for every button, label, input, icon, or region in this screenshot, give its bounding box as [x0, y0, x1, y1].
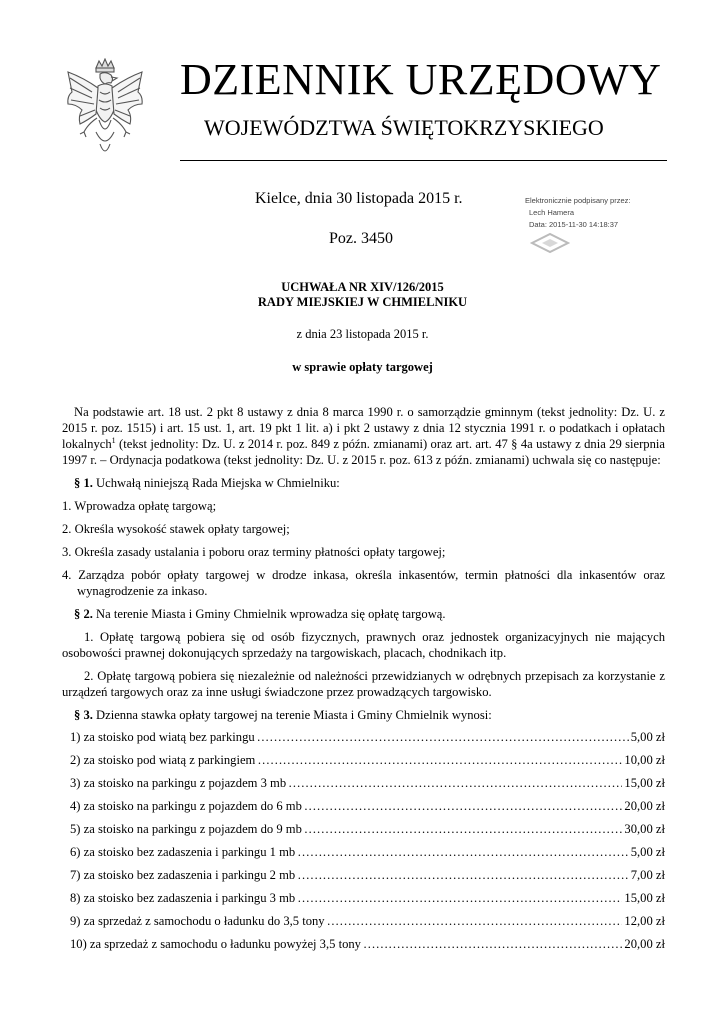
rate-amount: 5,00 zł	[630, 845, 665, 859]
section-2-text: Na terenie Miasta i Gminy Chmielnik wprowadza się opłatę targową.	[92, 607, 446, 621]
section-2	[62, 606, 665, 622]
rate-row	[62, 729, 665, 752]
rate-leader-dots	[327, 913, 623, 929]
rate-amount: 12,00 zł	[624, 914, 665, 928]
header-divider	[180, 160, 667, 161]
electronic-signature-block	[525, 195, 630, 231]
section-1-item: 2. Określa wysokość stawek opłaty targowej;	[62, 522, 290, 536]
rate-row	[62, 775, 665, 798]
resolution-date: z dnia 23 listopada 2015 r.	[296, 327, 429, 341]
rate-amount: 30,00 zł	[624, 822, 665, 836]
rate-label: 8) za stoisko bez zadaszenia i parkingu 3 mb	[70, 891, 296, 905]
signature-name: Lech Hamera	[529, 208, 575, 217]
journal-subtitle: WOJEWÓDZTWA ŚWIĘTOKRZYSKIEGO	[204, 115, 604, 140]
preamble-text-a: Na podstawie art. 18 ust. 2 pkt 8 ustawy z dnia 8 marca 1990 r. o samorządzie gminnym (tekst jednolity: Dz. U. z 2015 r. poz. 1515) i art. 15 ust. 1, art. 19 pkt 1 lit. a) i pkt 2 ustawy z dnia 12 stycznia 1991 r. o podatkach i opłatach lokalnych	[62, 405, 665, 451]
section-2-paragraph-1: 1. Opłatę targową pobiera się od osób fizycznych, prawnych oraz jednostek organizacyjnych nie mających osobowości prawnej dokonujących sprzedaży na targowiskach, placach, chodnikach itp.	[62, 630, 665, 660]
rate-label: 10) za sprzedaż z samochodu o ładunku powyżej 3,5 tony	[70, 937, 361, 951]
rate-leader-dots	[288, 775, 622, 791]
signature-logo-icon	[530, 232, 570, 254]
publication-date: Kielce, dnia 30 listopada 2015 r.	[255, 190, 463, 207]
resolution-body	[62, 404, 665, 959]
section-1-text: Uchwałą niniejszą Rada Miejska w Chmielniku:	[92, 476, 340, 490]
rate-amount: 20,00 zł	[624, 937, 665, 951]
rate-row	[62, 844, 665, 867]
rate-row	[62, 752, 665, 775]
preamble-text-b: (tekst jednolity: Dz. U. z 2014 r. poz. 849 z późn. zmianami) oraz art. art. 47 § 4a ustawy z dnia 29 sierpnia 1997 r. – Ordynacja podatkowa (tekst jednolity: Dz. U. z 2015 r. poz. 613 z późn. zmianami) uchwala się co następuje:	[62, 437, 665, 467]
rate-amount: 15,00 zł	[624, 891, 665, 905]
rate-row	[62, 867, 665, 890]
rate-row	[62, 821, 665, 844]
rate-row	[62, 936, 665, 959]
rate-amount: 15,00 zł	[624, 776, 665, 790]
section-1-item: 4. Zarządza pobór opłaty targowej w drodze inkasa, określa inkasentów, termin płatności dla inkasentów oraz wynagrodzenie za inkaso.	[62, 568, 665, 598]
resolution-subject: w sprawie opłaty targowej	[292, 360, 433, 374]
footnote-marker: 1	[111, 435, 116, 445]
position-number: Poz. 3450	[329, 230, 393, 247]
rate-leader-dots	[257, 752, 622, 768]
rate-label: 4) za stoisko na parkingu z pojazdem do 6 mb	[70, 799, 302, 813]
rate-leader-dots	[297, 844, 629, 860]
section-1-item: 1. Wprowadza opłatę targową;	[62, 499, 217, 513]
rate-label: 7) za stoisko bez zadaszenia i parkingu 2 mb	[70, 868, 296, 882]
rate-amount: 7,00 zł	[630, 868, 665, 882]
rate-amount: 5,00 zł	[630, 730, 665, 744]
rate-amount: 10,00 zł	[624, 753, 665, 767]
journal-title: DZIENNIK URZĘDOWY	[180, 55, 662, 104]
rate-label: 6) za stoisko bez zadaszenia i parkingu 1 mb	[70, 845, 296, 859]
rate-list	[62, 729, 665, 959]
rate-row	[62, 890, 665, 913]
section-3	[62, 707, 665, 723]
rate-row	[62, 798, 665, 821]
preamble-paragraph	[62, 404, 665, 468]
signature-label: Elektronicznie podpisany przez:	[525, 196, 631, 205]
resolution-number: UCHWAŁA NR XIV/126/2015	[281, 280, 444, 294]
rate-label: 3) za stoisko na parkingu z pojazdem 3 mb	[70, 776, 287, 790]
section-2-paragraph-2: 2. Opłatę targową pobiera się niezależnie od należności przewidzianych w odrębnych przepisach za korzystanie z urządzeń targowych oraz za inne usługi świadczone przez prowadzących targowisko.	[62, 669, 665, 699]
section-2-mark: § 2.	[74, 607, 93, 621]
section-3-mark: § 3.	[74, 708, 93, 722]
section-1	[62, 475, 665, 491]
rate-leader-dots	[304, 821, 623, 837]
rate-label: 5) za stoisko na parkingu z pojazdem do 9 mb	[70, 822, 302, 836]
rate-label: 9) za sprzedaż z samochodu o ładunku do 3,5 tony	[70, 914, 325, 928]
rate-label: 2) za stoisko pod wiatą z parkingiem	[70, 753, 256, 767]
rate-label: 1) za stoisko pod wiatą bez parkingu	[70, 730, 255, 744]
rate-amount: 20,00 zł	[624, 799, 665, 813]
section-1-item: 3. Określa zasady ustalania i poboru oraz terminy płatności opłaty targowej;	[62, 545, 446, 559]
rate-row	[62, 913, 665, 936]
section-1-mark: § 1.	[74, 476, 93, 490]
rate-leader-dots	[297, 890, 622, 906]
rate-leader-dots	[304, 798, 623, 814]
rate-leader-dots	[257, 729, 629, 745]
polish-eagle-emblem-icon	[62, 58, 148, 166]
signature-date: Data: 2015-11-30 14:18:37	[529, 220, 619, 229]
rate-leader-dots	[363, 936, 622, 952]
rate-leader-dots	[297, 867, 629, 883]
section-3-text: Dzienna stawka opłaty targowej na terenie Miasta i Gminy Chmielnik wynosi:	[92, 708, 492, 722]
resolution-council: RADY MIEJSKIEJ W CHMIELNIKU	[257, 295, 468, 309]
